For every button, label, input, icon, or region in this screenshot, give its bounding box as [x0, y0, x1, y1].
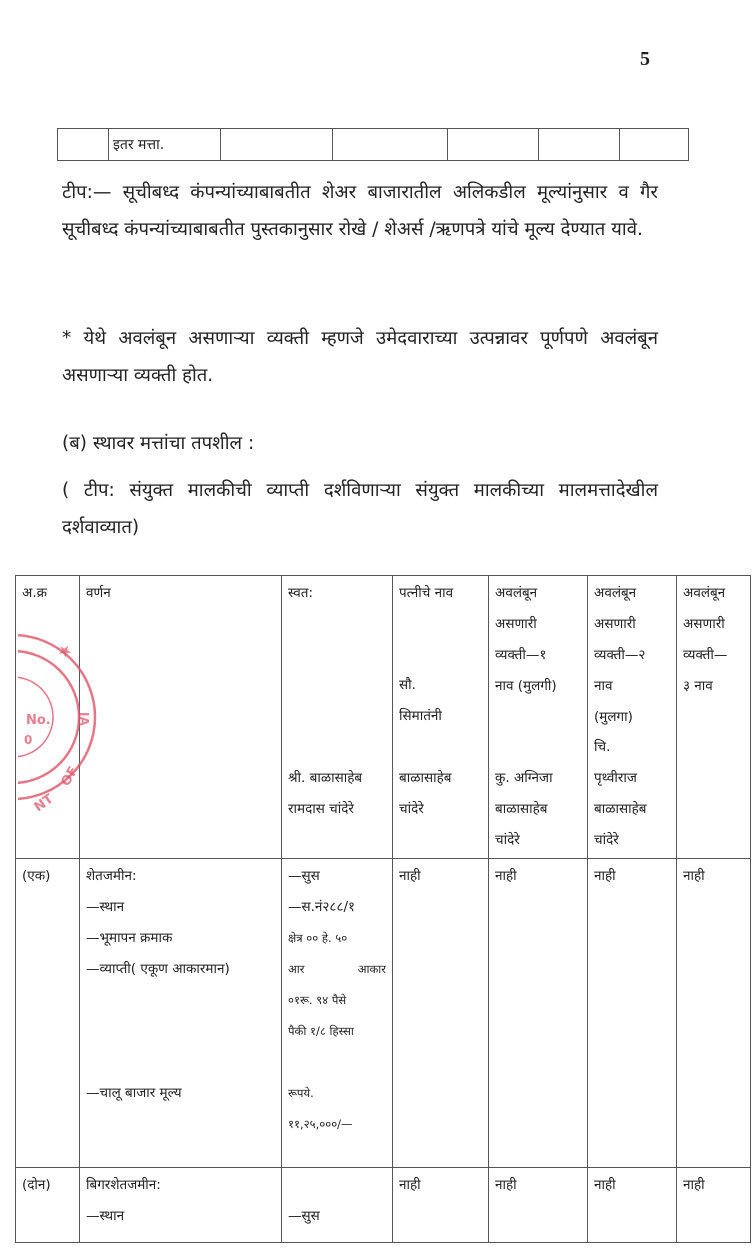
dependent-3-agri-value: नाही [677, 859, 751, 1168]
dependent-2-agri-value: नाही [588, 859, 677, 1168]
other-assets-table [57, 128, 689, 161]
other-assets-label: इतर मत्ता. [109, 129, 221, 161]
header-sr: अ.क्र [16, 576, 80, 859]
dependent-2-name-line: चि. [594, 739, 611, 755]
spouse-name-line: सौ. [399, 677, 416, 693]
header-spouse: पत्नीचे नाव [399, 585, 454, 601]
dependent-1-nonagri-value: नाही [489, 1168, 588, 1243]
table-row [58, 129, 689, 161]
spouse-name-line: सिमातंनी [399, 708, 442, 724]
svg-text:★: ★ [54, 639, 76, 663]
self-name-line: श्री. बाळासाहेब [288, 770, 363, 786]
self-location-value: —सुस [288, 1208, 320, 1224]
dependent-1-agri-value: नाही [489, 859, 588, 1168]
survey-number-label: —भूमापन क्रमाक [86, 930, 173, 946]
svg-text:0: 0 [24, 733, 33, 747]
row-sr-ek: (एक) [16, 859, 80, 1168]
spouse-name-line: चांदेरे [399, 801, 424, 817]
section-b-heading: (ब) स्थावर मत्तांचा तपशील : [62, 433, 255, 454]
header-description: वर्णन [80, 576, 282, 859]
svg-text:IA: IA [77, 712, 91, 726]
table-row [16, 859, 751, 1168]
svg-text:OF: OF [58, 764, 82, 789]
table-row [16, 1168, 751, 1243]
dependent-2-name-line: चांदेरे [594, 832, 619, 848]
spouse-agri-value: नाही [393, 859, 489, 1168]
dependent-2-nonagri-value: नाही [588, 1168, 677, 1243]
self-area-value: क्षेत्र ०० हे. ५० आर आकार ०१रू. ९४ पैसे पैकी १/८ हिस्सा [288, 931, 386, 1038]
spouse-nonagri-value: नाही [393, 1168, 489, 1243]
agricultural-land-label: शेतजमीन: [86, 868, 137, 884]
immovable-assets-table [15, 575, 751, 1243]
dependent-1-name-line: बाळासाहेब [495, 801, 548, 817]
note-paragraph: टीप:— सूचीबध्द कंपन्यांच्याबाबतीत शेअर बाजारातील अलिकडील मूल्यांनुसार व गैर सूचीबध्द कंपन्यांच्याबाबतीत पुस्तकानुसार रोखे / शेअर्स /ऋणपत्रे यांचे मूल्य देण्यात यावे. [62, 182, 658, 240]
spouse-name-line: बाळासाहेब [399, 770, 452, 786]
self-market-value: रूपये. ११,२५,०००/— [288, 1086, 353, 1131]
svg-text:NT: NT [31, 791, 57, 816]
area-label: —व्याप्ती( एकूण आकारमान) [86, 961, 230, 977]
non-agricultural-land-label: बिगरशेतजमीन: [86, 1177, 161, 1193]
svg-text:No.: No. [26, 713, 51, 728]
self-survey-value: —स.नं२८८/१ [288, 899, 356, 915]
header-dependent-3: अवलंबून असणारी व्यक्ती— ३ नाव [683, 585, 728, 694]
table-header-row [16, 576, 751, 859]
row-sr-don: (दोन) [16, 1168, 80, 1243]
dependent-1-name-line: चांदेरे [495, 832, 520, 848]
header-self: स्वत: [288, 585, 314, 601]
location-label: —स्थान [86, 1208, 125, 1224]
dependent-2-name-line: पृथ्वीराज [594, 770, 637, 786]
header-dependent-2: अवलंबून असणारी व्यक्ती—२ नाव (मुलगा) [594, 585, 646, 725]
dependent-3-nonagri-value: नाही [677, 1168, 751, 1243]
page-number: 5 [640, 48, 650, 70]
location-label: —स्थान [86, 899, 125, 915]
market-value-label: —चालू बाजार मूल्य [86, 1085, 182, 1101]
header-dependent-1: अवलंबून असणारी व्यक्ती—१ नाव (मुलगी) [495, 585, 557, 694]
self-name-line: रामदास चांदेरे [288, 801, 354, 817]
joint-ownership-tip: ( टीप: संयुक्त मालकीची व्याप्ती दर्शविणाऱ्या संयुक्त मालकीच्या मालमत्तादेखील दर्शवाव्यात) [62, 480, 658, 538]
dependent-1-name-line: कु. अग्निजा [495, 770, 553, 786]
dependent-definition-paragraph: * येथे अवलंबून असणाऱ्या व्यक्ती म्हणजे उमेदवाराच्या उत्पन्नावर पूर्णपणे अवलंबून असणाऱ्या व्यक्ती होत. [62, 328, 658, 386]
dependent-2-name-line: बाळासाहेब [594, 801, 647, 817]
self-location-value: —सुस [288, 868, 320, 884]
